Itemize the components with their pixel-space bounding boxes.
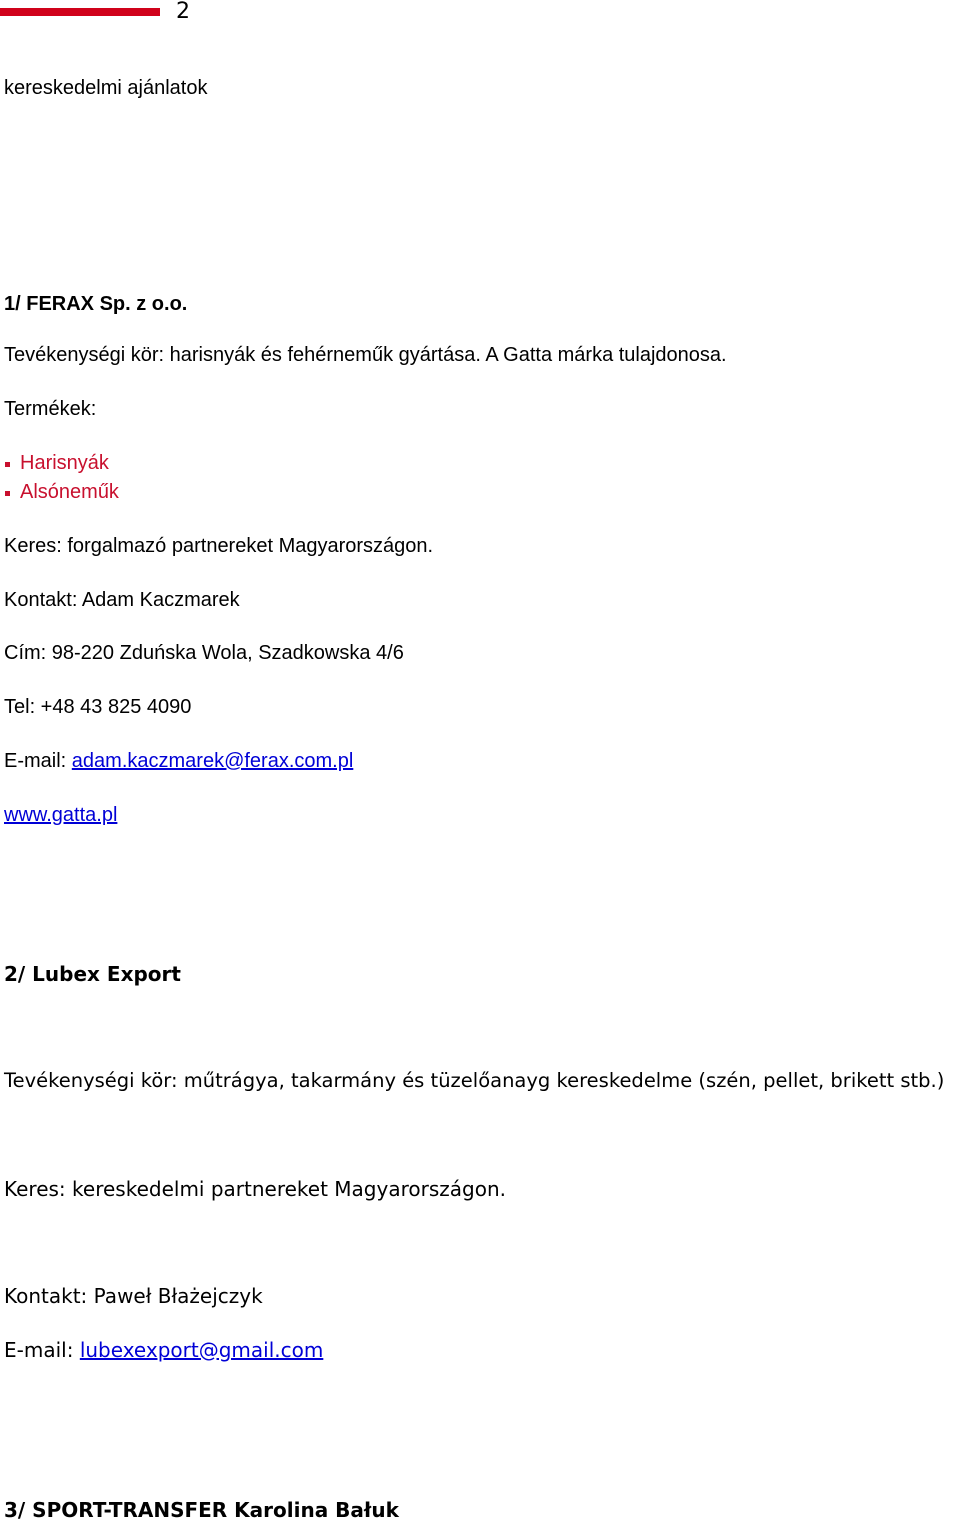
page-title: kereskedelmi ajánlatok	[4, 77, 208, 99]
offer-1-products-label: Termékek:	[4, 398, 97, 420]
offer-2-heading: 2/ Lubex Export	[4, 962, 181, 986]
offer-1-activity: Tevékenységi kör: harisnyák és fehérneműk gyártása. A Gatta márka tulajdonosa.	[4, 344, 727, 366]
offer-1-email-label: E-mail:	[4, 750, 72, 772]
offer-2-email-link[interactable]: lubexexport@gmail.com	[79, 1338, 324, 1362]
offer-1-product-item: Harisnyák	[20, 452, 109, 474]
offer-2-email-line	[4, 1340, 323, 1360]
offer-1-product-item: Alsóneműk	[20, 481, 119, 503]
bullet-icon	[5, 491, 10, 496]
offer-1-email-line	[4, 751, 353, 771]
bullet-icon	[5, 462, 10, 467]
offer-1-phone: Tel: +48 43 825 4090	[4, 696, 192, 718]
offer-2-email-label: E-mail:	[4, 1338, 80, 1362]
offer-2-seek: Keres: kereskedelmi partnereket Magyarországon.	[4, 1177, 506, 1201]
offer-1-email-link[interactable]: adam.kaczmarek@ferax.com.pl	[71, 750, 354, 772]
offer-3-heading: 3/ SPORT-TRANSFER Karolina Bałuk	[4, 1498, 399, 1522]
offer-1-contact: Kontakt: Adam Kaczmarek	[4, 589, 240, 611]
offer-1-seek: Keres: forgalmazó partnereket Magyarországon.	[4, 535, 434, 557]
page-number: 2	[176, 0, 190, 24]
offer-1-heading: 1/ FERAX Sp. z o.o.	[4, 293, 188, 315]
offer-1-website-link[interactable]: www.gatta.pl	[4, 804, 118, 826]
offer-2-activity: Tevékenységi kör: műtrágya, takarmány és tüzelőanayg kereskedelme (szén, pellet, brikett stb.)	[4, 1069, 945, 1092]
offer-2-contact: Kontakt: Paweł Błażejczyk	[4, 1284, 263, 1308]
offer-1-address: Cím: 98-220 Zduńska Wola, Szadkowska 4/6	[4, 642, 404, 664]
header-accent-bar	[0, 8, 160, 16]
